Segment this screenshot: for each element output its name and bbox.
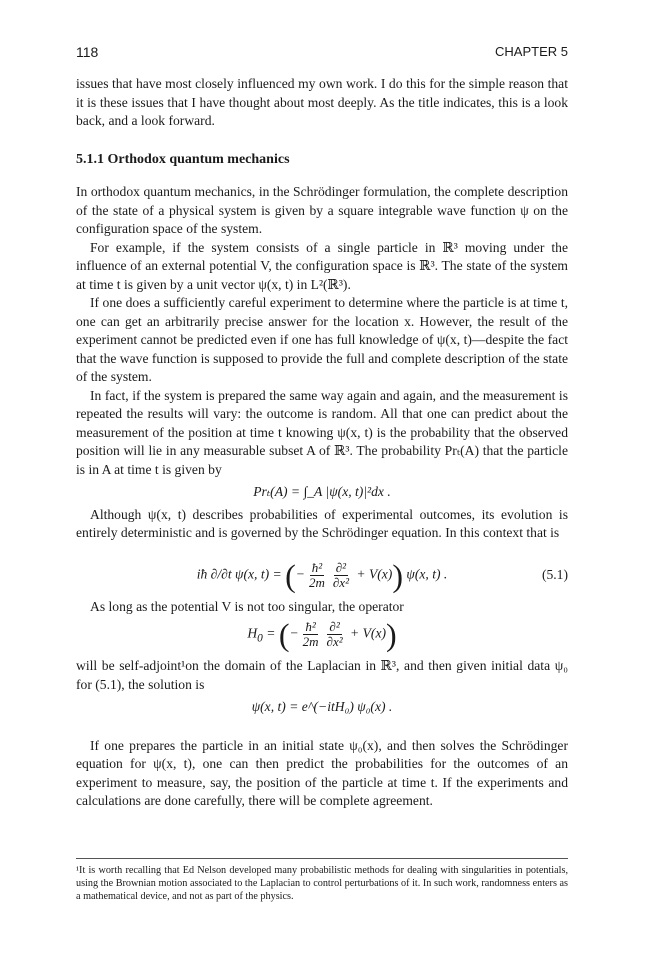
- footnote: ¹It is worth recalling that Ed Nelson developed many probabilistic methods for dealing with singularities in potentials, using the Brownian motion associated to the Laplacian to control perturbations of it. In such work, randomness enters as a mathematical device, and not as part of the physics.: [76, 865, 568, 903]
- page-body: [76, 75, 568, 811]
- schrodinger-equation: iħ ∂/∂t ψ(x, t) = (− $\frac{\text{ħ²}}{2m}$ $\frac{\text{∂²}}{\text{∂x²}}$ + V(x)) ψ(x, t) . (5.1): [196, 556, 568, 593]
- equation-number: (5.1): [541, 566, 568, 582]
- probability-equation: Prₜ(A) = ∫_A |ψ(x, t)|²dx .: [253, 484, 391, 499]
- paragraph: If one does a sufficiently careful experiment to determine where the particle is at time t, one can get an arbitrarily precise answer for the location x. However, the result of the experiment cannot be predicted even if one has full knowledge of ψ(x, t)—despite the fact that the wave function is supposed to provide the full and complete description of the state of the system.: [76, 295, 568, 384]
- paragraph: For example, if the system consists of a single particle in ℝ³ moving under the influence of an external potential V, the configuration space is ℝ³. The state of the system at time t is given by a unit vector ψ(x, t) in L²(ℝ³).: [76, 239, 568, 292]
- section-heading: 5.1.1 Orthodox quantum mechanics: [76, 151, 290, 167]
- paragraph: As long as the potential V is not too singular, the operator: [90, 598, 404, 614]
- page-number: 118: [76, 44, 99, 60]
- paragraph: In fact, if the system is prepared the same way again and again, and the measurement is repeated the results will vary: the outcome is random. All that one can predict about the measurement of the position at time t knowing ψ(x, t) is the probability that the observed position will lie in any measurable subset A of ℝ³. The probability Prₜ(A) that the particle is in A at time t is given by: [76, 387, 568, 477]
- hamiltonian-operator: $H_0$ = (− $\frac{\text{ħ²}}{2m}$ $\frac{\text{∂²}}{\text{∂x²}}$ + V(x)): [247, 616, 397, 653]
- paragraph: will be self-adjoint¹on the domain of the Laplacian in ℝ³, and then given initial data ψ₀ for (5.1), the solution is: [76, 658, 568, 692]
- footnote-rule: [76, 858, 568, 859]
- solution-equation: ψ(x, t) = e^(−itH₀) ψ₀(x) .: [251, 699, 393, 714]
- running-header: CHAPTER 5: [495, 44, 568, 59]
- paragraph: Although ψ(x, t) describes probabilities of experimental outcomes, its evolution is entirely deterministic and is governed by the Schrödinger equation. In this context that is: [76, 506, 568, 540]
- paragraph: If one prepares the particle in an initial state ψ₀(x), and then solves the Schrödinger equation for ψ(x, t), one can then predict the probabilities for the outcomes of an experiment to measure, say, the position of the particle at time t. If the experiments and calculations are done carefully, there will be complete agreement.: [76, 737, 568, 808]
- paragraph: issues that have most closely influenced my own work. I do this for the simple reason that it is these issues that I have thought about most deeply. As the title indicates, this is a look back, and a look forward.: [76, 76, 568, 128]
- paragraph: In orthodox quantum mechanics, in the Schrödinger formulation, the complete description of the state of a physical system is given by a square integrable wave function ψ on the configuration space of the system.: [76, 184, 568, 236]
- equation-lhs: iħ ∂/∂t ψ(x, t) =: [196, 566, 282, 582]
